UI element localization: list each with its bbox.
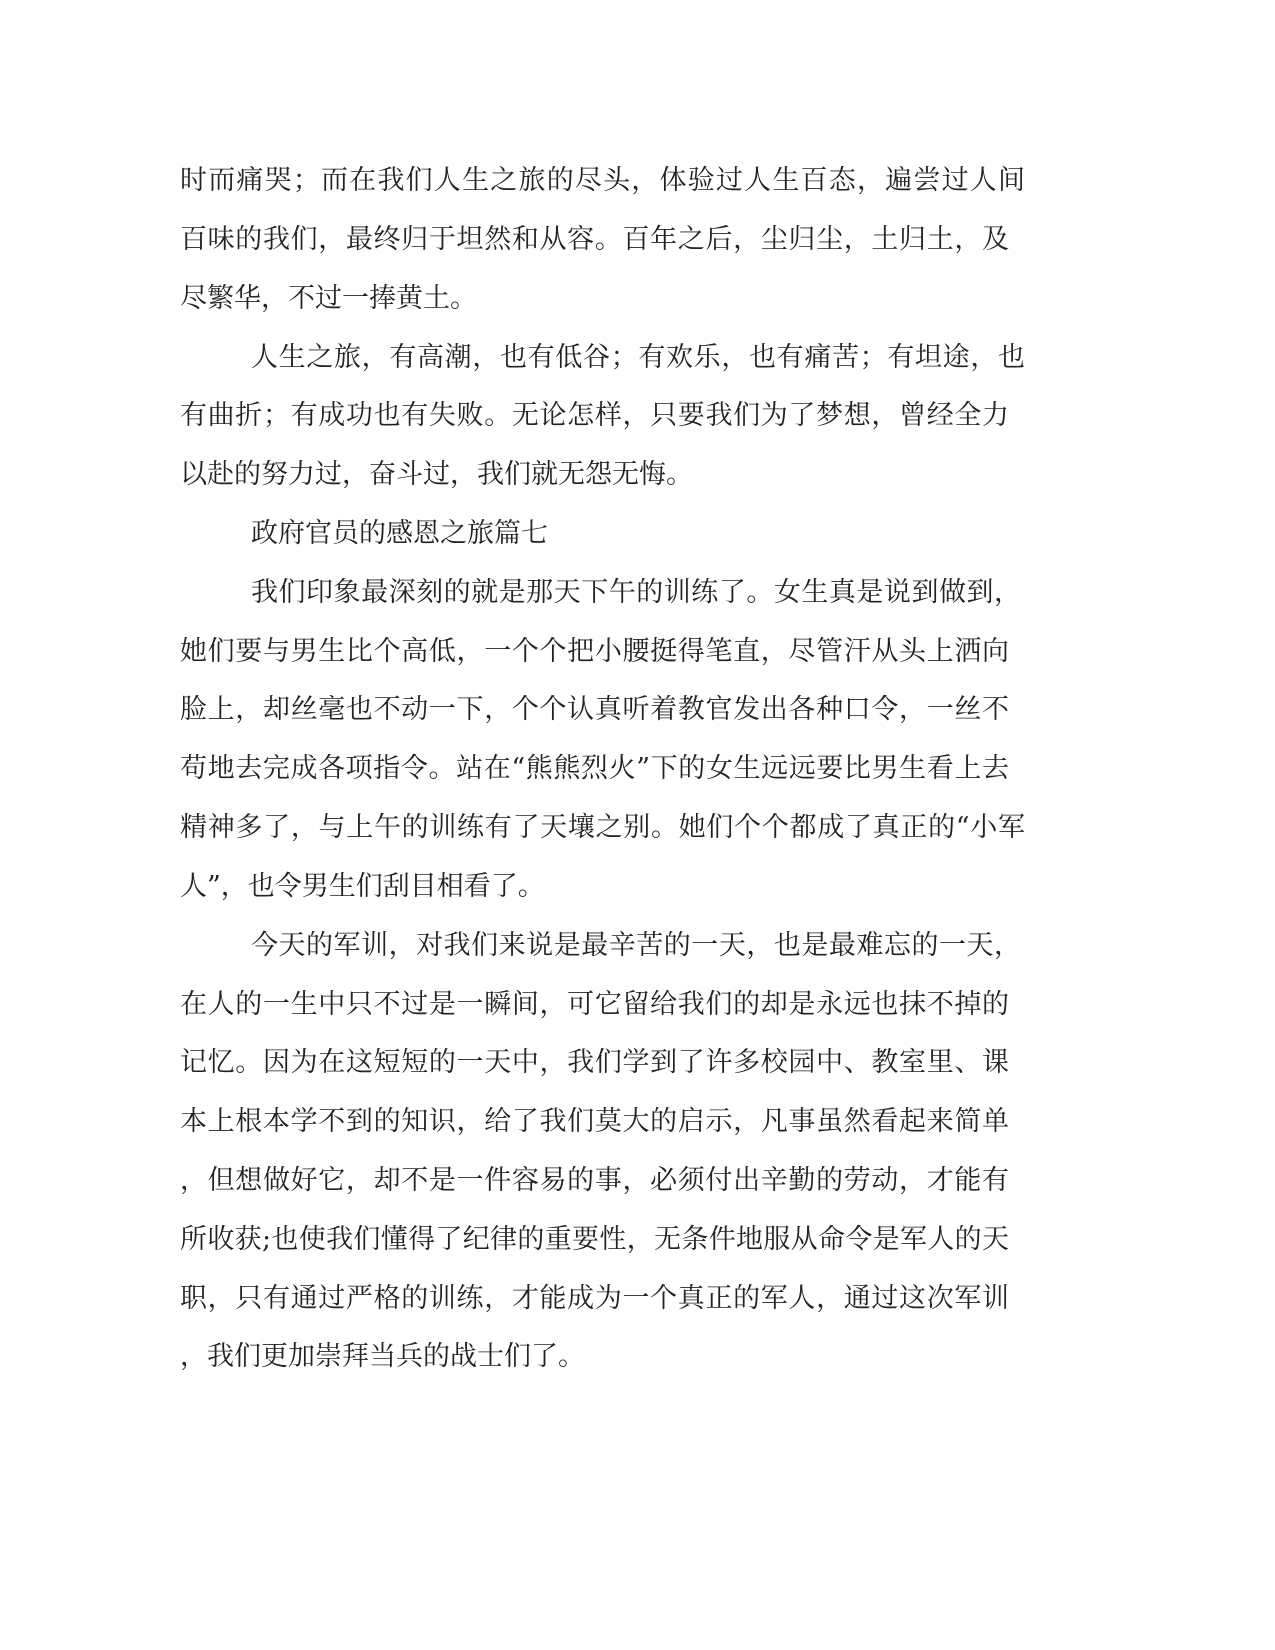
text-line: ，我们更加崇拜当兵的战士们了。 <box>180 1341 585 1372</box>
text-line: 以赴的努力过，奋斗过，我们就无怨无悔。 <box>180 459 693 490</box>
text-line: 记忆。因为在这短短的一天中，我们学到了许多校园中、教室里、课 <box>180 1047 1009 1078</box>
text-line: ，但想做好它，却不是一件容易的事，必须付出辛勤的劳动，才能有 <box>180 1165 1009 1196</box>
text-line: 时而痛哭；而在我们人生之旅的尽头，体验过人生百态，遍尝过人间 <box>180 165 1025 196</box>
text-line: 尽繁华，不过一捧黄土。 <box>180 283 477 314</box>
text-line: 精神多了，与上午的训练有了天壤之别。她们个个都成了真正的“小军 <box>180 812 1025 843</box>
text-line: 人”，也令男生们刮目相看了。 <box>180 871 545 902</box>
text-line: 脸上，却丝毫也不动一下，个个认真听着教官发出各种口令，一丝不 <box>180 694 1009 725</box>
text-line: 苟地去完成各项指令。站在“熊熊烈火”下的女生远远要比男生看上去 <box>180 753 1009 784</box>
text-line: 人生之旅，有高潮，也有低谷；有欢乐，也有痛苦；有坦途，也 <box>251 342 1025 373</box>
text-line: 有曲折；有成功也有失败。无论怎样，只要我们为了梦想，曾经全力 <box>180 400 1009 431</box>
text-line: 我们印象最深刻的就是那天下午的训练了。女生真是说到做到， <box>251 577 1021 608</box>
text-line: 所收获;也使我们懂得了纪律的重要性，无条件地服从命令是军人的天 <box>180 1224 1009 1255</box>
text-line: 本上根本学不到的知识，给了我们莫大的启示，凡事虽然看起来简单 <box>180 1106 1009 1137</box>
section-heading: 政府官员的感恩之旅篇七 <box>251 518 548 549</box>
text-line: 职，只有通过严格的训练，才能成为一个真正的军人，通过这次军训 <box>180 1283 1009 1314</box>
text-line: 百味的我们，最终归于坦然和从容。百年之后，尘归尘，土归土，及 <box>180 224 1009 255</box>
text-line: 她们要与男生比个高低，一个个把小腰挺得笔直，尽管汗从头上洒向 <box>180 636 1009 667</box>
text-line: 今天的军训，对我们来说是最辛苦的一天，也是最难忘的一天， <box>251 930 1021 961</box>
text-line: 在人的一生中只不过是一瞬间，可它留给我们的却是永远也抹不掉的 <box>180 989 1009 1020</box>
